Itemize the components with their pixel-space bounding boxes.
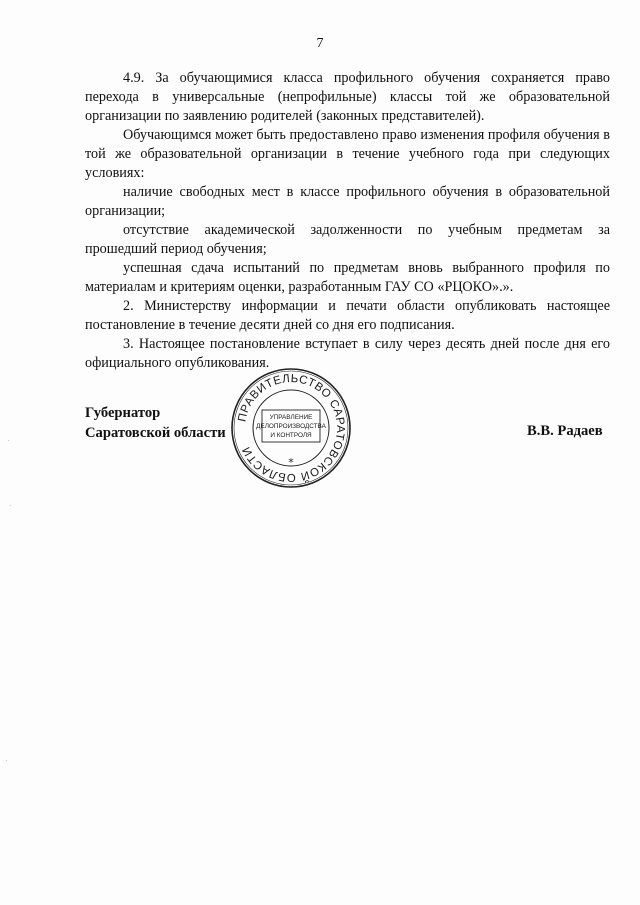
- signature-title: [85, 403, 226, 443]
- paragraph-profile-change: Обучающимся может быть предоставлено право изменения профиля обучения в той же образовательной организации в течение учебного года при следующих условиях:: [85, 127, 610, 181]
- condition-exams: успешная сдача испытаний по предметам вновь выбранного профиля по материалам и критериям оценки, разработанным ГАУ СО «РЦОКО».».: [85, 260, 610, 295]
- paragraph-4-9: 4.9. За обучающимися класса профильного обучения сохраняется право перехода в универсальные (непрофильные) классы той же образовательной организации по заявлению родителей (законных представителей).: [85, 70, 610, 124]
- signature-title-line2: Саратовской области: [85, 425, 226, 441]
- paragraph-2-publication: 2. Министерству информации и печати области опубликовать настоящее постановление в течение десяти дней со дня его подписания.: [85, 298, 610, 333]
- paragraph-3-effective: 3. Настоящее постановление вступает в силу через десять дней после дня его официального опубликования.: [85, 336, 610, 371]
- scan-speck: [6, 760, 7, 761]
- official-stamp: [229, 366, 353, 490]
- condition-no-debt: отсутствие академической задолженности по учебным предметам за прошедший период обучения;: [85, 222, 610, 257]
- signature-name: В.В. Радаев: [527, 423, 603, 439]
- stamp-box-line1: УПРАВЛЕНИЕ: [269, 414, 313, 421]
- stamp-box-line2: ДЕЛОПРОИЗВОДСТВА: [256, 423, 326, 430]
- signature-title-line1: Губернатор: [85, 405, 161, 421]
- document-body: [85, 69, 610, 373]
- condition-free-places: наличие свободных мест в классе профильного обучения в образовательной организации;: [85, 184, 610, 219]
- page-number: 7: [316, 36, 324, 51]
- scan-speck: [8, 440, 9, 441]
- stamp-box-line3: И КОНТРОЛЯ: [270, 432, 312, 439]
- stamp-ring-text: ПРАВИТЕЛЬСТВО САРАТОВСКОЙ ОБЛАСТИ: [236, 372, 347, 484]
- stamp-star-icon: *: [288, 456, 294, 469]
- stamp-seal-graphic: [229, 366, 353, 490]
- scan-speck: [10, 505, 11, 506]
